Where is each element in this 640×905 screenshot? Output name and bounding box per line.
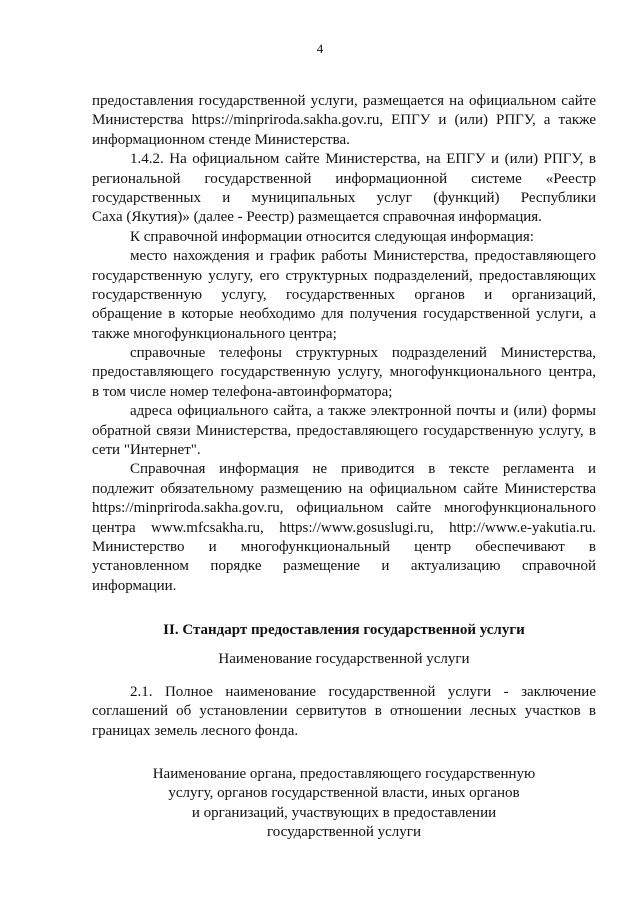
text-line: справочные телефоны структурных подразделений Министерства, xyxy=(130,345,596,362)
text-line: соглашений об установлении сервитутов в отношении лесных участков в xyxy=(92,703,596,720)
text-line: предоставления государственной услуги, размещается на официальном сайте xyxy=(92,93,596,109)
paragraph xyxy=(92,344,596,402)
text-line: центра www.mfcsakha.ru, https://www.gosuslugi.ru, http://www.e-yakutia.ru. xyxy=(92,519,596,536)
paragraph xyxy=(92,247,596,344)
text-line: К справочной информации относится следующая информация: xyxy=(130,228,534,245)
text-line: государственную услугу, государственных органов и организаций, xyxy=(92,286,596,303)
text-line: 1.4.2. На официальном сайте Министерства, на ЕПГУ и (или) РПГУ, в xyxy=(130,151,596,168)
text-line: информации. xyxy=(92,577,177,594)
subtitle-line: услугу, органов государственной власти, иных органов xyxy=(168,785,520,802)
text-line: также многофункционального центра; xyxy=(92,325,337,342)
subtitle-line: Наименование органа, предоставляющего государственную xyxy=(152,766,536,782)
subtitle-service-name: Наименование государственной услуги xyxy=(218,651,470,667)
page-number: 4 xyxy=(316,41,324,56)
paragraph xyxy=(92,92,596,150)
text-line: https://minpriroda.sakha.gov.ru, официальном сайте многофункционального xyxy=(92,500,596,517)
subtitle-line: и организаций, участвующих в предоставлении xyxy=(191,804,497,821)
text-line: обращение в которые необходимо для получения государственной услуги, а xyxy=(92,306,596,323)
subtitle-line: государственной услуги xyxy=(267,824,421,841)
text-line: 2.1. Полное наименование государственной услуги - заключение xyxy=(130,684,596,700)
text-line: обратной связи Министерства, предоставляющего государственную услугу, в xyxy=(92,422,596,439)
text-line: в том числе номер телефона-автоинформатора; xyxy=(92,383,393,400)
body-text xyxy=(92,92,596,596)
text-line: сети "Интернет". xyxy=(92,442,201,459)
text-line: адреса официального сайта, а также электронной почты и (или) формы xyxy=(130,403,596,420)
paragraph xyxy=(92,228,596,247)
text-line: Министерство и многофункциональный центр обеспечивают в xyxy=(92,538,596,555)
text-line: Министерства https://minpriroda.sakha.gov.ru, ЕПГУ и (или) РПГУ, а также xyxy=(92,112,596,129)
text-line: государственных и муниципальных услуг (функций) Республики xyxy=(92,189,596,206)
text-line: информационном стенде Министерства. xyxy=(92,131,350,148)
text-line: подлежит обязательному размещению на официальном сайте Министерства xyxy=(92,480,596,497)
text-line: государственную услугу, его структурных подразделений, предоставляющих xyxy=(92,267,596,284)
subtitle-authority xyxy=(92,765,596,843)
text-line: Справочная информация не приводится в тексте регламента и xyxy=(130,461,596,478)
paragraph xyxy=(92,460,596,596)
paragraph xyxy=(92,150,596,228)
text-line: место нахождения и график работы Министерства, предоставляющего xyxy=(130,248,596,265)
text-line: региональной государственной информационной системе «Реестр xyxy=(92,170,596,187)
paragraph-2-1 xyxy=(92,683,596,741)
text-line: предоставляющего государственную услугу, многофункционального центра, xyxy=(92,364,596,381)
text-line: Саха (Якутия)» (далее - Реестр) размещается справочная информация. xyxy=(92,209,542,226)
text-line: границах земель лесного фонда. xyxy=(92,722,299,739)
paragraph xyxy=(92,402,596,460)
text-line: установленном порядке размещение и актуализацию справочной xyxy=(92,558,596,575)
section-title: II. Стандарт предоставления государственной услуги xyxy=(163,622,525,638)
